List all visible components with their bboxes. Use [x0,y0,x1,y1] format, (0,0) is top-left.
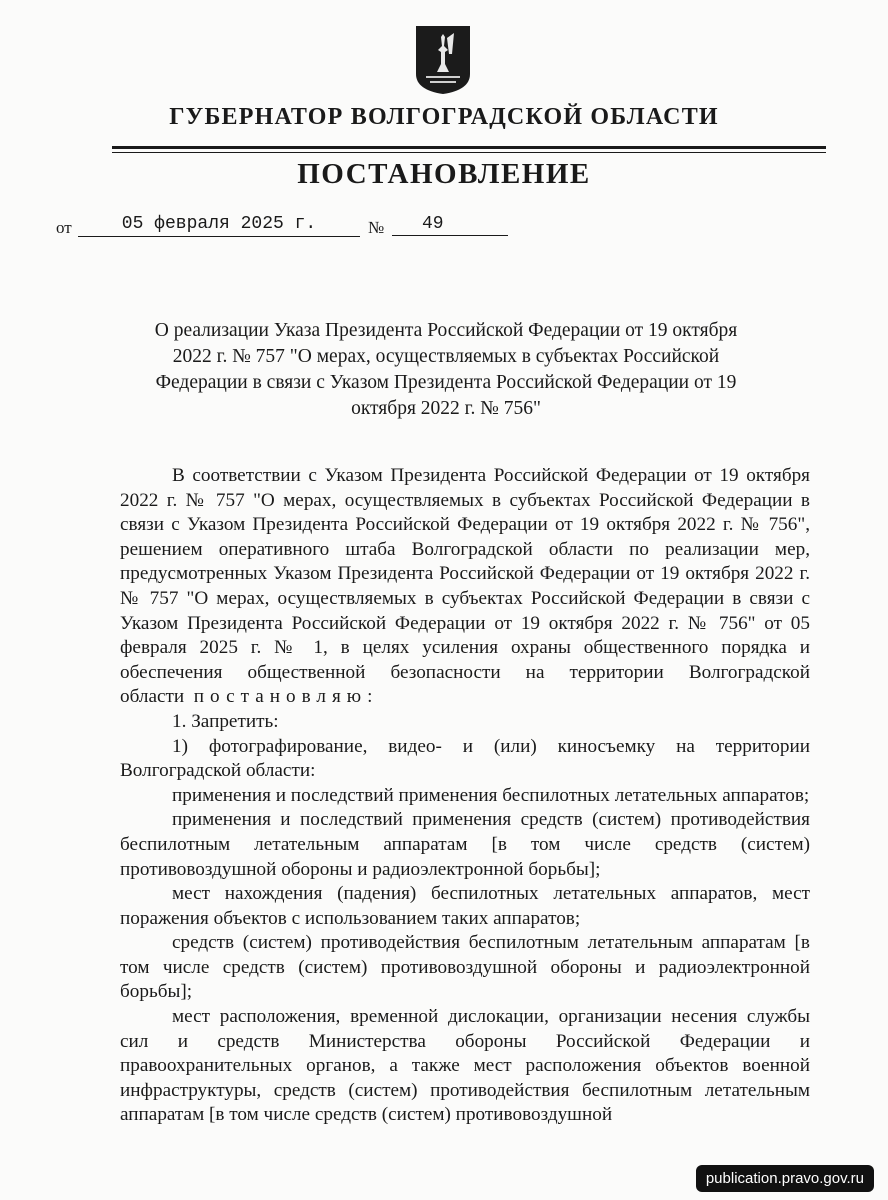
list-item: применения и последствий применения средств (систем) противодействия беспилотным летательным аппаратам [в том числе средств (систем) противовоздушной обороны и радиоэлектронной борьбы]; [120,809,810,880]
coat-of-arms-emblem [414,24,472,96]
date-number-line [56,212,516,242]
list-item: применения и последствий применения беспилотных летательных аппаратов; [172,784,810,806]
header-divider-thick [112,146,826,149]
document-title: О реализации Указа Президента Российской Федерации от 19 октября 2022 г. № 757 "О мерах, осуществляемых в субъектах Российской Федерации в связи с Указом Президента Российской Федерации от 19 октября 2022 г. № 756" [154,320,738,419]
list-item: средств (систем) противодействия беспилотным летательным аппаратам [в том числе средств (систем) противовоздушной обороны и радиоэлектронной борьбы]; [120,932,810,1003]
list-item: мест расположения, временной дислокации, организации несения службы сил и средств Министерства обороны Российской Федерации и правоохранительных органов, а также мест расположения объектов военной инфраструктуры, средств (систем) противодействия беспилотным летательным аппаратам [в том числе средств (систем) противовоздушной [120,1006,810,1126]
document-date: 05 февраля 2025 г. [78,212,360,237]
document-number: 49 [392,212,508,236]
issuing-authority: ГУБЕРНАТОР ВОЛГОГРАДСКОЙ ОБЛАСТИ [169,104,719,130]
item-1: 1. Запретить: [172,710,279,732]
list-item: мест нахождения (падения) беспилотных летательных аппаратов, мест поражения объектов с использованием таких аппаратов; [120,883,810,929]
document-body [120,464,810,1128]
number-prefix: № [368,218,385,237]
preamble-paragraph [120,464,810,710]
source-watermark: publication.pravo.gov.ru [696,1165,874,1192]
item-1-subpoint-1: 1) фотографирование, видео- и (или) киносъемку на территории Волгоградской области: [120,735,810,782]
preamble-text: В соответствии с Указом Президента Российской Федерации от 19 октября 2022 г. № 757 "О мерах, осуществляемых в субъектах Российской Федерации в связи с Указом Президента Российской Федерации от 19 октября 2022 г. № 756", решением оперативного штаба Волгоградской области по реализации мер, предусмотренных Указом Президента Российской Федерации от 19 октября 2022 г. № 757 "О мерах, осуществляемых в субъектах Российской Федерации в связи с Указом Президента Российской Федерации от 19 октября 2022 г. № 756" от 05 февраля 2025 г. № 1, в целях усиления охраны общественного порядка и обеспечения общественной безопасности на территории Волгоградской области [120,465,810,708]
date-prefix: от [56,218,72,237]
document-type-heading: ПОСТАНОВЛЕНИЕ [297,158,591,190]
header-divider-thin [112,152,826,153]
decree-word: постановляю: [193,686,379,708]
